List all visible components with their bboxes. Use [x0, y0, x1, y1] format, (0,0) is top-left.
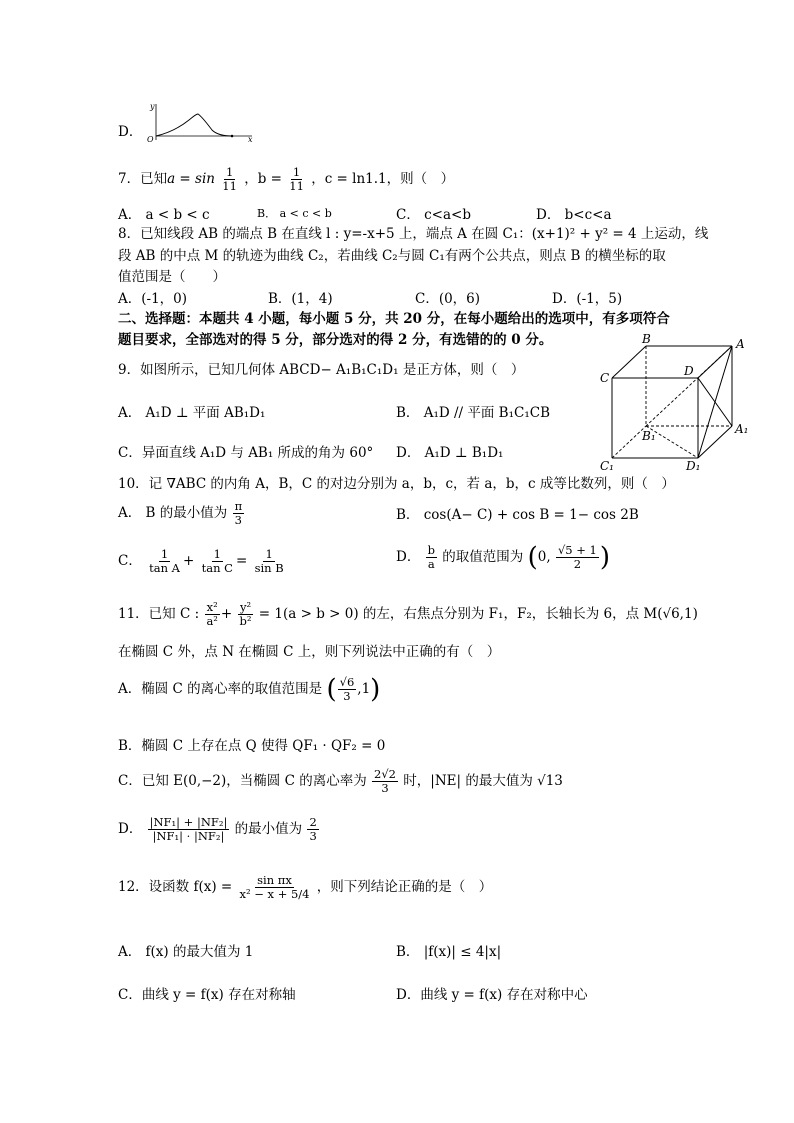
q11-option-c-pre: C．已知 E(0,−2)，当椭圆 C 的离心率为 [118, 773, 367, 789]
q11-stem-frac-2 [238, 601, 254, 628]
q11-f2-den: b² [239, 614, 252, 628]
q11-c-den: 3 [381, 781, 389, 795]
q10-c-f1-den: tan A [149, 561, 180, 575]
q11-stem-pre: 11．已知 C : [118, 606, 200, 622]
q8-line-1: 8．已知线段 AB 的端点 B 在直线 l : y=-x+5 上，端点 A 在圆 C₁：(x+1)² + y² = 4 上运动，线 [118, 226, 709, 242]
q11-c-num: 2√2 [374, 767, 396, 781]
cube-edge-c1b1 [612, 426, 646, 458]
q10-option-d-text: 的取值范围为 [442, 549, 524, 565]
q7-b-frac-den: 11 [289, 179, 304, 193]
q7-b-frac-num: 1 [292, 165, 301, 179]
q10-c-f2-num: 1 [213, 547, 221, 561]
q10-c-f3-num: 1 [265, 547, 273, 561]
q12-stem-pre: 12．设函数 f(x) = [118, 879, 233, 895]
q7-prefix: 7．已知 [118, 171, 168, 187]
q10-option-d-frac-range [556, 544, 599, 571]
q10-c-f3-den: sin B [254, 561, 284, 575]
q11-option-d [118, 816, 320, 843]
q10-option-a-num: π [234, 499, 243, 513]
q8-option-a: A．(-1，0) [118, 291, 188, 307]
q8-line-3: 值范围是（ ） [118, 269, 226, 285]
q12-den: x² − x + 5/4 [239, 887, 310, 901]
cube-label-a1: A₁ [735, 422, 749, 436]
q10-option-d-label: D． [396, 549, 421, 565]
q7-stem [118, 166, 454, 193]
q9-option-a: A． A₁D ⊥ 平面 AB₁D₁ [118, 405, 266, 421]
q10-option-a-text: A． B 的最小值为 [118, 505, 228, 521]
cube-diag-da1 [698, 378, 732, 426]
q10-option-b: B． cos(A− C) + cos B = 1− cos 2B [396, 507, 639, 523]
q11-d-num: |NF₁| + |NF₂| [149, 815, 228, 829]
q11-stem-frac-1 [204, 601, 219, 628]
q7-a-frac-den: 11 [222, 179, 237, 193]
q11-stem-post: = 1(a > b > 0) 的左，右焦点分别为 F₁，F₂，长轴长为 6，点 M(√6,1) [258, 606, 698, 622]
q10-option-a [118, 500, 245, 527]
q11-option-d-frac [148, 816, 230, 843]
q10-option-c-frac-2 [200, 548, 235, 575]
q7-a-frac [220, 166, 239, 193]
q11-option-c [118, 768, 563, 795]
q7-b-expr: ，b = [244, 171, 282, 187]
q11-stem-line-1: 11．已知 C : $\frac{\text{x²}}{\text{a²}}$ + $\frac{\text{y²}}{\text{b²}}$ = 1(a > b > 0) 的左，右焦点分别为 F₁，F₂，长轴长为 6，点 M(√6,1) [118, 600, 698, 628]
cube-label-c1: C₁ [600, 459, 614, 473]
q10-option-a-frac [233, 500, 245, 527]
q11-a-den: 3 [343, 689, 351, 703]
q11-option-a-text: A．椭圆 C 的离心率的取值范围是 [118, 681, 323, 697]
q10-option-c-frac-1 [147, 548, 182, 575]
q6-graph-origin-label: O [147, 135, 154, 142]
cube-label-b: B [642, 332, 651, 346]
q6-graph-x-label: x [248, 135, 253, 142]
q10-d-a: a [427, 557, 435, 571]
q9-option-d: D． A₁D ⊥ B₁D₁ [396, 445, 504, 461]
cube-label-b1: B₁ [642, 429, 656, 443]
q10-option-a-den: 3 [234, 513, 242, 527]
section-2-line-2: 题目要求，全部选对的得 5 分，部分选对的得 2 分，有选错的的 0 分。 [118, 332, 553, 348]
section-2-line-1: 二、选择题：本题共 4 小题，每小题 5 分，共 20 分，在每小题给出的选项中，有多项符合 [118, 311, 670, 327]
q10-option-d-frac-ba [426, 544, 437, 571]
q6-graph-y-label: y [150, 102, 155, 111]
q11-f1-den: a² [206, 614, 218, 628]
q10-c-f2-den: tan C [201, 561, 233, 575]
q11-a-num: √6 [339, 675, 355, 689]
q7-a-expr: a = sin [167, 171, 215, 187]
q11-option-b: B．椭圆 C 上存在点 Q 使得 QF₁ · QF₂ = 0 [118, 738, 386, 754]
q8-option-d: D．(-1，5) [552, 291, 623, 307]
cube-label-d1: D₁ [686, 459, 701, 473]
q7-b-frac [287, 166, 306, 193]
q7-option-d: D． b<c<a [536, 207, 612, 223]
q11-d-vden: 3 [309, 829, 317, 843]
q11-option-d-label: D． [118, 821, 143, 837]
q10-option-d: D． $\frac{b}{a}$ 的取值范围为 (0, $\frac{√5 + 1}{2}$ ) [396, 542, 611, 573]
q11-d-den: |NF₁| · |NF₂| [152, 829, 225, 843]
q7-c-expr: ，c = ln1.1，则（ ） [311, 171, 455, 187]
q6-option-d-graph [144, 100, 256, 142]
q9-stem: 9．如图所示，已知几何体 ABCD− A₁B₁C₁D₁ 是正方体，则（ ） [118, 362, 525, 378]
q12-num: sin πx [257, 873, 292, 887]
q7-a-frac-num: 1 [225, 165, 234, 179]
q12-option-d: D．曲线 y = f(x) 存在对称中心 [396, 987, 588, 1003]
q9-cube-figure [598, 332, 758, 474]
cube-label-a: A [736, 337, 745, 351]
q8-option-c: C．(0，6) [415, 291, 481, 307]
q8-line-2: 段 AB 的中点 M 的轨迹为曲线 C₂，若曲线 C₂与圆 C₁有两个公共点，则点 B 的横坐标的取 [118, 248, 666, 264]
q10-d-range-num: √5 + 1 [557, 543, 597, 557]
q12-stem-post: ，则下列结论正确的是（ ） [316, 879, 493, 895]
q11-f2-num: y² [239, 600, 252, 614]
q11-option-c-post: 时，|NE| 的最大值为 √13 [403, 773, 563, 789]
q9-option-c: C．异面直线 A₁D 与 AB₁ 所成的角为 60° [118, 445, 374, 461]
cube-diag-ab1 [646, 346, 732, 426]
q8-option-b: B．(1，4) [268, 291, 333, 307]
q10-d-b: b [427, 543, 435, 557]
q10-d-range-den: 2 [573, 557, 582, 571]
q11-d-vnum: 2 [309, 815, 317, 829]
q10-d-zero: 0, [537, 549, 551, 565]
q11-f1-num: x² [206, 600, 218, 614]
q12-option-a: A． f(x) 的最大值为 1 [118, 944, 254, 960]
cube-edge-cb [612, 346, 646, 378]
q11-option-d-value [307, 816, 318, 843]
q12-option-c: C．曲线 y = f(x) 存在对称轴 [118, 987, 296, 1003]
cube-label-d: D [684, 364, 694, 378]
q12-stem-frac [238, 874, 312, 901]
q7-option-c: C． c<a<b [396, 207, 471, 223]
q10-c-f1-num: 1 [160, 547, 169, 561]
q10-option-c-frac-3 [253, 548, 286, 575]
q10-option-c: C． $\frac{1}{\text{tan A}}$ + $\frac{1}{\text{tan C}}$ = $\frac{1}{\text{sin B}}$ [118, 547, 284, 575]
q11-option-d-text: 的最小值为 [234, 821, 303, 837]
q11-option-a: A．椭圆 C 的离心率的取值范围是 ( $\frac{√6}{3}$ ,1) [118, 674, 381, 705]
q11-option-c-frac [372, 768, 398, 795]
q9-option-b: B． A₁D // 平面 B₁C₁CB [396, 405, 550, 421]
q7-option-b: B． a < c < b [257, 207, 332, 220]
q6-option-d-label: D． [118, 124, 143, 140]
cube-label-c: C [600, 371, 610, 385]
q11-option-a-frac [338, 676, 357, 703]
q10-option-c-label: C． [118, 553, 142, 569]
q7-option-a: A． a < b < c [118, 207, 210, 223]
q12-option-b: B． |f(x)| ≤ 4|x| [396, 944, 502, 960]
q11-stem-line-2: 在椭圆 C 外，点 N 在椭圆 C 上，则下列说法中正确的有（ ） [118, 644, 501, 660]
q10-stem: 10．记 ∇ABC 的内角 A，B，C 的对边分别为 a，b，c，若 a，b，c 成等比数列，则（ ） [118, 476, 675, 492]
q12-stem [118, 874, 492, 901]
q11-a-tail: ,1 [357, 681, 371, 697]
